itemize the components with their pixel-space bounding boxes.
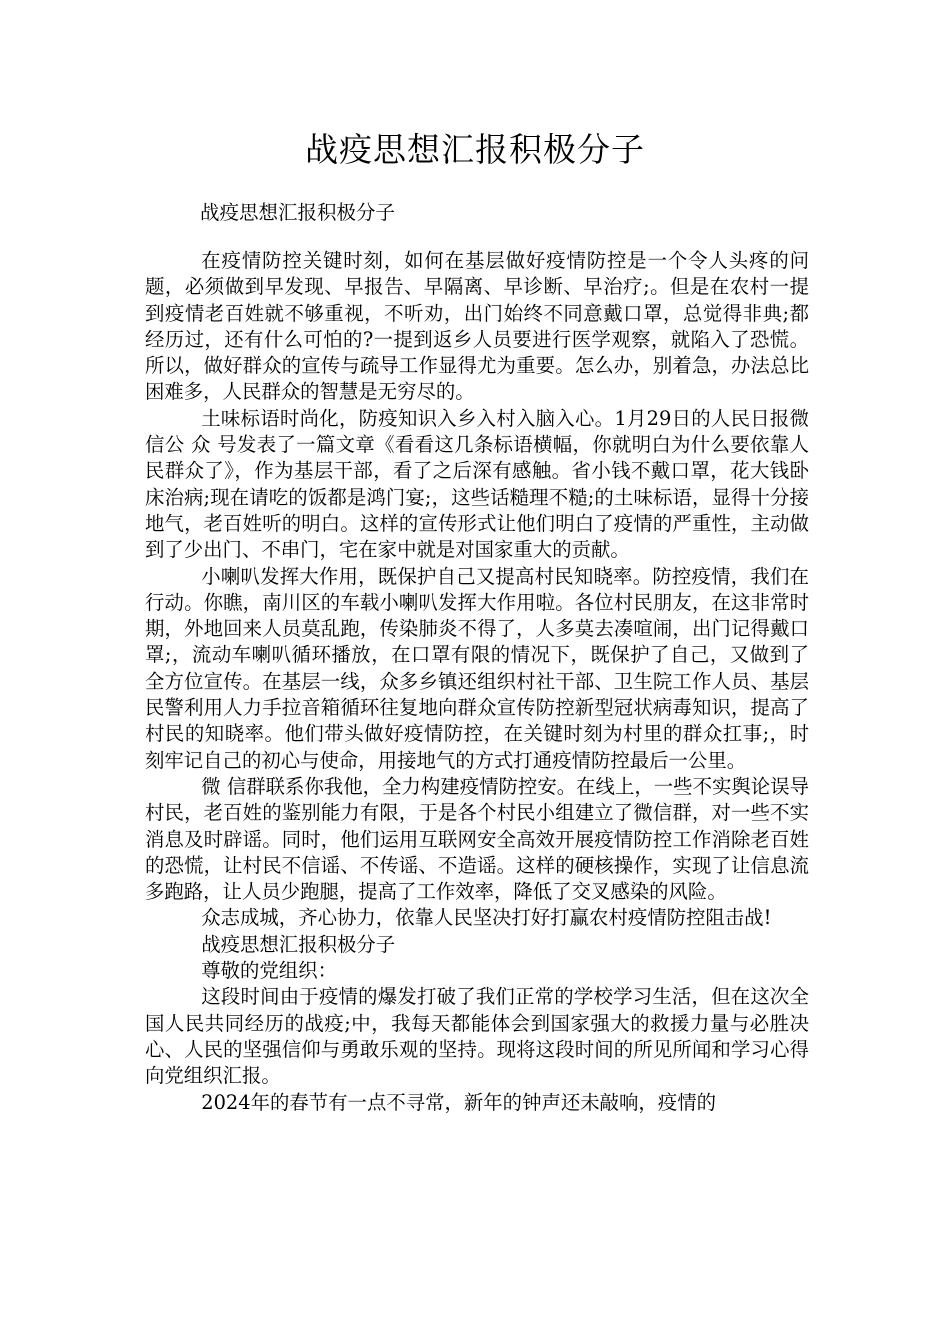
document-body <box>145 248 809 1116</box>
document-title: 战疫思想汇报积极分子 <box>305 130 645 169</box>
section-heading: 战疫思想汇报积极分子 <box>201 932 396 956</box>
paragraph: 土味标语时尚化，防疫知识入乡入村入脑入心。1月29日的人民日报微 信公 众 号发表了一篇文章《看看这几条标语横幅，你就明白为什么要依靠人民群众了》，作为基层干部，看了之后深有感触。省小钱不戴口罩，花大钱卧床治病;现在请吃的饭都是鸿门宴;，这些话糙理不糙;的土味标语，显得十分接地气，老百姓听的明白。这样的宣传形式让他们明白了疫情的严重性，主动做到了少出门、不串门，宅在家中就是对国家重大的贡献。 <box>145 406 809 562</box>
paragraph: 在疫情防控关键时刻，如何在基层做好疫情防控是一个令人头疼的问题，必须做到早发现、早报告、早隔离、早诊断、早治疗;。但是在农村一提到疫情老百姓就不够重视，不听劝，出门始终不同意戴口罩，总觉得非典;都经历过，还有什么可怕的?一提到返乡人员要进行医学观察，就陷入了恐慌。所以，做好群众的宣传与疏导工作显得尤为重要。怎么办，别着急，办法总比困难多，人民群众的智慧是无穷尽的。 <box>145 249 809 404</box>
paragraph: 众志成城，齐心协力，依靠人民坚决打好打赢农村疫情防控阻击战! <box>201 906 772 930</box>
paragraph: 小喇叭发挥大作用，既保护自己又提高村民知晓率。防控疫情，我们在行动。你瞧，南川区的车载小喇叭发挥大作用啦。各位村民朋友，在这非常时期，外地回来人员莫乱跑，传染肺炎不得了，人多莫去凑喧闹，出门记得戴口罩;，流动车喇叭循环播放，在口罩有限的情况下，既保护了自己，又做到了全方位宣传。在基层一线，众多乡镇还组织村社干部、卫生院工作人员、基层民警利用人力手拉音箱循环往复地向群众宣传防控新型冠状病毒知识，提高了村民的知晓率。他们带头做好疫情防控，在关键时刻为村里的群众扛事;，时刻牢记自己的初心与使命，用接地气的方式打通疫情防控最后一公里。 <box>145 564 809 772</box>
paragraph: 这段时间由于疫情的爆发打破了我们正常的学校学习生活，但在这次全国人民共同经历的战疫;中，我每天都能体会到国家强大的救援力量与必胜决心、人民的坚强信仰与勇敢乐观的坚持。现将这段时间的所见所闻和学习心得向党组织汇报。 <box>145 985 809 1088</box>
paragraph: 微 信群联系你我他，全力构建疫情防控安。在线上，一些不实舆论误导村民，老百姓的鉴别能力有限，于是各个村民小组建立了微信群，对一些不实消息及时辟谣。同时，他们运用互联网安全高效开展疫情防控工作消除老百姓的恐慌，让村民不信谣、不传谣、不造谣。这样的硬核操作，实现了让信息流多跑路，让人员少跑腿，提高了工作效率，降低了交叉感染的风险。 <box>145 774 809 904</box>
salutation: 尊敬的党组织： <box>201 959 337 983</box>
paragraph: 2024年的春节有一点不寻常，新年的钟声还未敲响，疫情的 <box>201 1090 716 1114</box>
document-subtitle: 战疫思想汇报积极分子 <box>200 201 396 224</box>
